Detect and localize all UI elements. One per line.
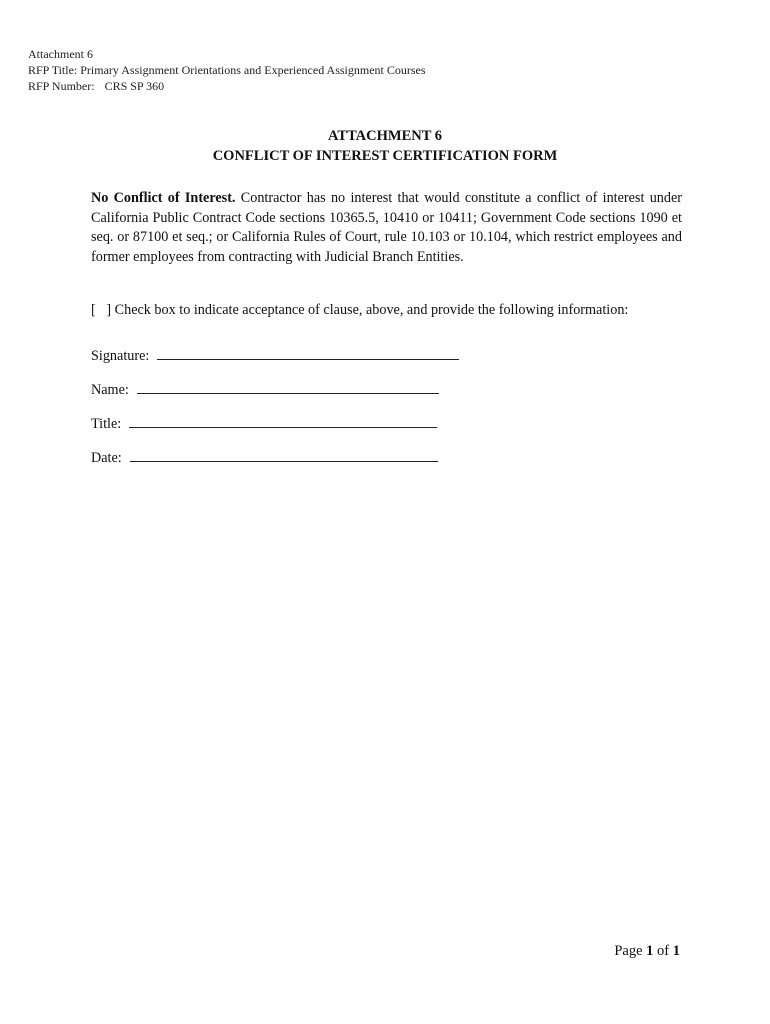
page-word: Page: [614, 943, 643, 959]
clause-text: Contractor has no interest that would constitute a conflict of interest under California Public Contract Code sections 10365.5, 10410 or 10411; Government Code sections 1090 et seq. or 87100 et seq.; or California Rules of Court, rule 10.103 or 10.104, which restrict employees and former employees from contracting with Judicial Branch Entities.: [91, 190, 682, 265]
page-number: [614, 942, 680, 961]
name-field: [91, 379, 439, 400]
acceptance-checkbox-line: [91, 301, 628, 320]
form-title-name: CONFLICT OF INTEREST CERTIFICATION FORM: [212, 148, 558, 164]
clause-heading: No Conflict of Interest.: [91, 190, 236, 206]
title-label: Title:: [91, 416, 122, 432]
page-current: 1: [646, 943, 654, 959]
signature-line[interactable]: [157, 345, 459, 360]
of-word: of: [657, 943, 670, 959]
name-line[interactable]: [137, 379, 439, 394]
conflict-clause: [91, 189, 682, 267]
signature-field: [91, 345, 459, 366]
document-header: [28, 46, 426, 94]
signature-label: Signature:: [91, 348, 150, 364]
date-line[interactable]: [130, 447, 438, 462]
rfp-number-line: [28, 78, 426, 94]
date-label: Date:: [91, 450, 122, 466]
form-title-attachment: ATTACHMENT 6: [328, 128, 442, 144]
rfp-number-value: CRS SP 360: [104, 79, 165, 93]
title-field: [91, 413, 437, 434]
rfp-number-label: RFP Number:: [28, 79, 95, 93]
acceptance-checkbox-label: Check box to indicate acceptance of clause, above, and provide the following information:: [114, 302, 629, 318]
date-field: [91, 447, 438, 468]
acceptance-checkbox[interactable]: [ ]: [91, 302, 112, 318]
rfp-title: RFP Title: Primary Assignment Orientations and Experienced Assignment Courses: [28, 63, 426, 77]
name-label: Name:: [91, 382, 129, 398]
form-title: [0, 126, 770, 166]
attachment-label: Attachment 6: [28, 47, 93, 61]
title-line[interactable]: [129, 413, 437, 428]
page-total: 1: [672, 943, 680, 959]
